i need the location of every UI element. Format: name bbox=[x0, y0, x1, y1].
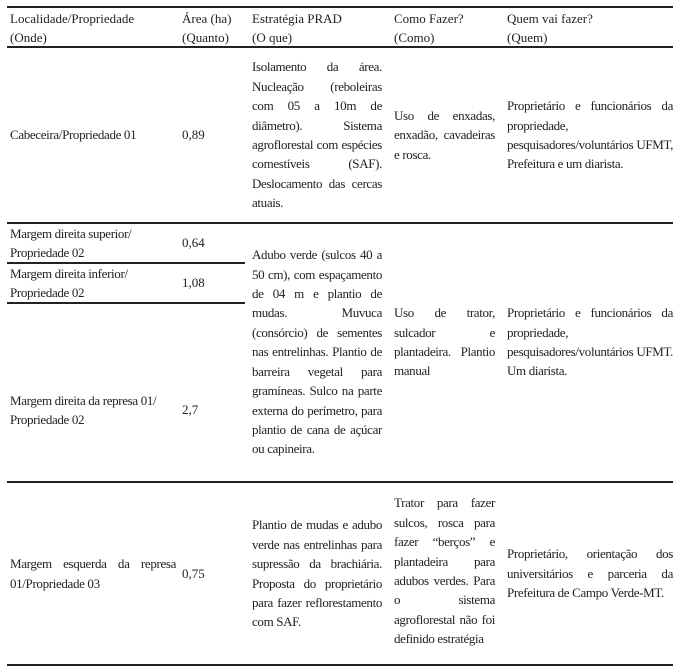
header-text: Área (ha) bbox=[182, 11, 232, 26]
row3-area bbox=[182, 483, 244, 664]
row3-localidade bbox=[10, 483, 176, 664]
row2-estrategia bbox=[252, 224, 382, 480]
cell-text: Adubo verde (sulcos 40 a 50 cm), com espaçamento de 04 m e plantio de mudas. Muvuca (consórcio) de sementes nas entrelinhas. Plantio de barreira vegetal para gramíneas. Sulco na parte externa do perímetro, para plantio de cana de açúcar ou capineira. bbox=[252, 247, 382, 457]
row2a-area bbox=[182, 224, 244, 262]
row1-localidade bbox=[10, 48, 176, 222]
row3-como bbox=[394, 474, 495, 668]
cell-text: Proprietário e funcionários da propriedade, pesquisadores/voluntários UFMT, Prefeitura e um diarista. bbox=[507, 98, 673, 172]
header-como bbox=[394, 9, 495, 47]
cell-text: 0,75 bbox=[182, 565, 205, 581]
header-text: (Quem) bbox=[507, 30, 548, 46]
header-area bbox=[182, 9, 244, 47]
header-text: (Quanto) bbox=[182, 30, 229, 46]
row3-estrategia bbox=[252, 483, 382, 664]
table-top-rule bbox=[7, 6, 673, 8]
row3-quem bbox=[507, 483, 673, 664]
row2-como bbox=[394, 224, 495, 460]
cell-text: 0,89 bbox=[182, 127, 205, 143]
cell-text: Proprietário e funcionários da propriedade, pesquisadores/voluntários UFMT. Um diarista. bbox=[507, 305, 673, 379]
cell-text: 2,7 bbox=[182, 402, 199, 418]
row1-area bbox=[182, 48, 244, 222]
header-text: Localidade/Propriedade bbox=[10, 11, 135, 26]
row2-quem bbox=[507, 224, 673, 460]
cell-text: Plantio de mudas e adubo verde nas entrelinhas para supressão da brachiária. Proposta do proprietário para fazer reflorestamento com SAF. bbox=[252, 517, 382, 630]
row1-quem bbox=[507, 48, 673, 222]
cell-text: Trator para fazer sulcos, rosca para fazer “berços” e plantadeira para adubos verdes. Para o sistema agroflorestal não foi definido estratégia bbox=[394, 495, 495, 647]
header-localidade bbox=[10, 9, 176, 47]
cell-text: Margem direita superior/ Propriedade 02 bbox=[10, 225, 132, 260]
row2a-localidade bbox=[10, 224, 176, 262]
header-quem bbox=[507, 9, 673, 47]
cell-text: 0,64 bbox=[182, 235, 205, 251]
header-text: Estratégia PRAD bbox=[252, 11, 342, 26]
cell-text: Isolamento da área. Nucleação (reboleiras com 05 a 10m de diâmetro). Sistema agroflorestal com espécies comestíveis (SAF). Deslocamento das cercas atuais. bbox=[252, 59, 382, 211]
header-text: (O que) bbox=[252, 30, 293, 46]
header-estrategia bbox=[252, 9, 382, 47]
cell-text: Uso de trator, sulcador e plantadeira. Plantio manual bbox=[394, 305, 495, 379]
row2b-localidade bbox=[10, 264, 176, 302]
cell-text: Proprietário, orientação dos universitários e parceria da Prefeitura de Campo Verde-MT. bbox=[507, 546, 673, 601]
cell-text: Margem direita da represa 01/ Propriedade 02 bbox=[10, 392, 157, 427]
table-bottom-rule bbox=[7, 664, 673, 666]
header-text: (Onde) bbox=[10, 30, 47, 46]
cell-text: Cabeceira/Propriedade 01 bbox=[10, 127, 137, 143]
cell-text: 1,08 bbox=[182, 275, 205, 291]
row2b-area bbox=[182, 264, 244, 302]
row1-como bbox=[394, 48, 495, 222]
cell-text: Margem direita inferior/ Propriedade 02 bbox=[10, 265, 128, 300]
header-text: Como Fazer? bbox=[394, 11, 464, 26]
header-text: Quem vai fazer? bbox=[507, 11, 593, 26]
cell-text: Uso de enxadas, enxadão, cavadeiras e rosca. bbox=[394, 107, 495, 162]
row1-estrategia bbox=[252, 48, 382, 222]
cell-text: Margem esquerda da represa 01/Propriedade 03 bbox=[10, 556, 176, 591]
header-text: (Como) bbox=[394, 30, 435, 46]
